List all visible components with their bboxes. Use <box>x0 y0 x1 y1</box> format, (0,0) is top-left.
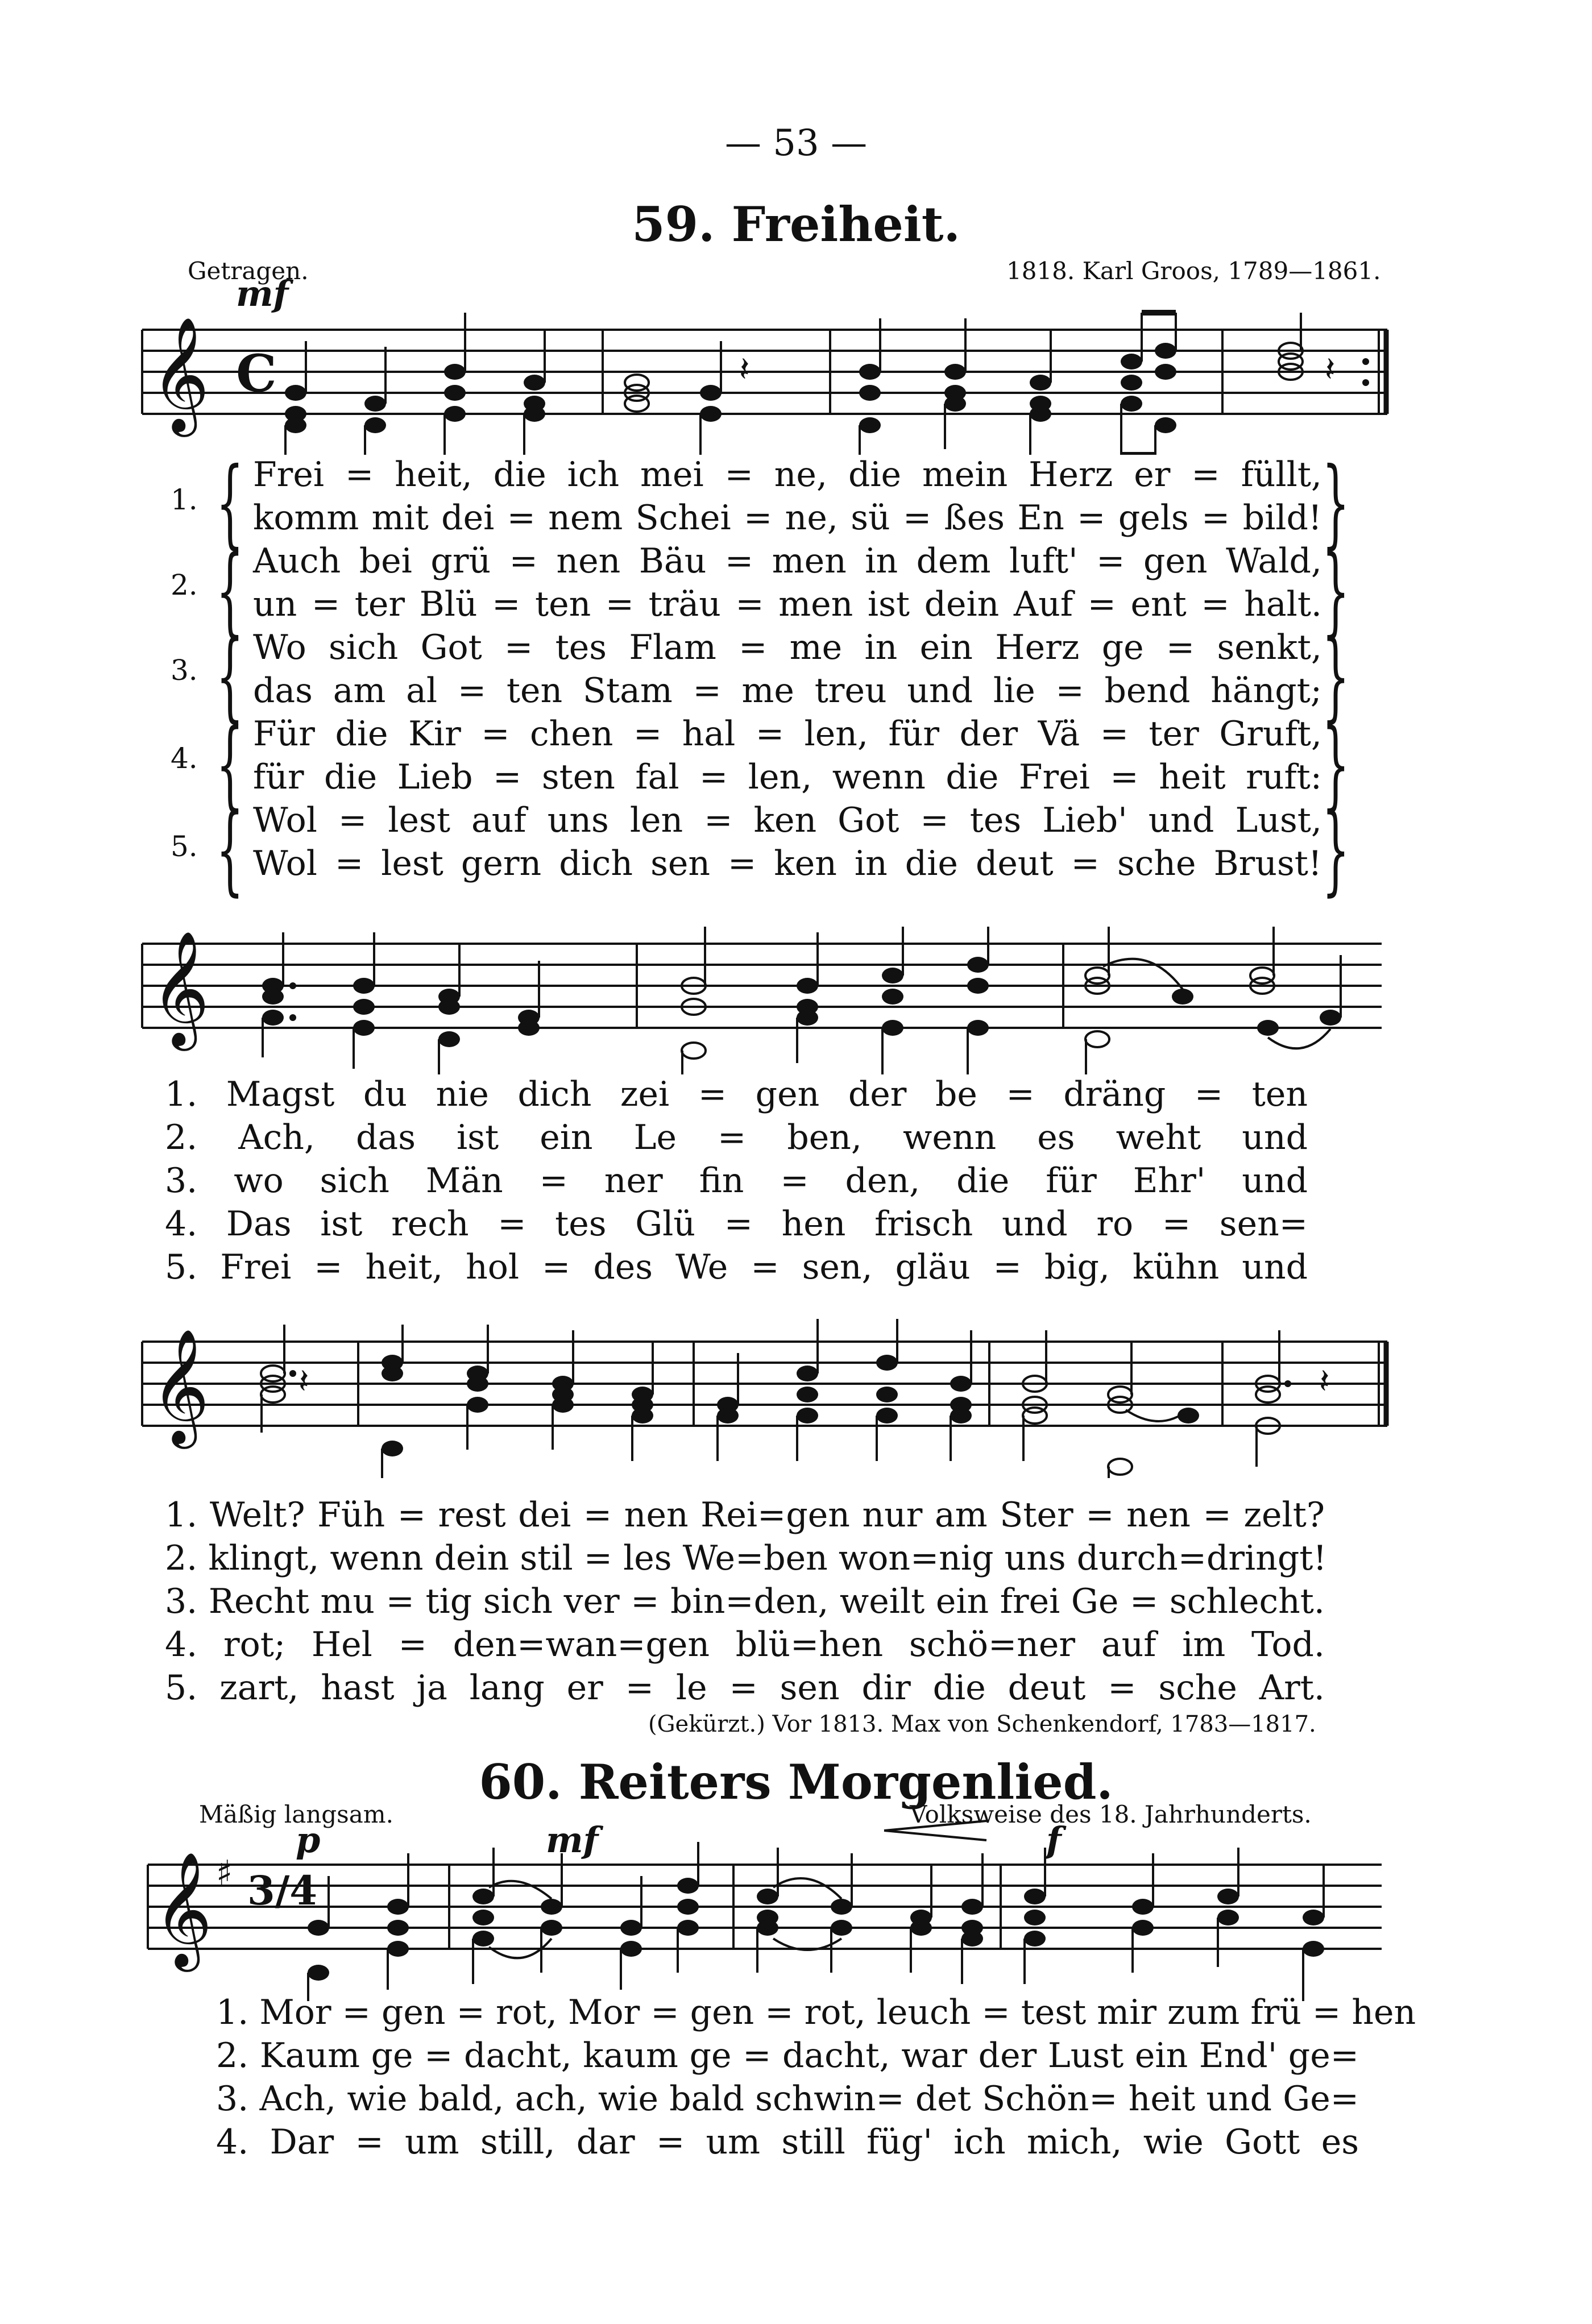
quarter-rest-icon: 𝄽 <box>739 350 750 389</box>
staff-59-3 <box>131 1319 1404 1478</box>
lyric-line: Wol = lest auf uns len = ken Got = tes Lieb' und Lust, <box>253 800 1322 840</box>
sharp-key-signature-icon: ♯ <box>216 1853 233 1893</box>
treble-clef-icon: 𝄞 <box>154 1852 213 1967</box>
quarter-rest-icon: 𝄽 <box>1325 350 1336 389</box>
song-59-tempo: Getragen. <box>188 257 309 285</box>
right-brace-3: } <box>1322 620 1350 733</box>
right-brace-5: } <box>1322 794 1350 906</box>
lyric-line: 4. rot; Hel = den=wan=gen blü=hen schö=ner auf im Tod. <box>165 1625 1325 1665</box>
lyric-line: das am al = ten Stam = me treu und lie = bend hängt; <box>253 671 1322 711</box>
lyric-line: 2. Ach, das ist ein Le = ben, wenn es weht und <box>165 1118 1308 1157</box>
dynamic-mf: mf <box>546 1819 599 1861</box>
lyric-line: 5. Frei = heit, hol = des We = sen, gläu = big, kühn und <box>165 1247 1308 1287</box>
verse-number-4: 4. <box>171 742 198 775</box>
song-59-title: 59. Freiheit. <box>632 196 960 252</box>
verse-number-5: 5. <box>171 830 198 863</box>
staff-59-1 <box>131 307 1404 455</box>
staff-59-2 <box>131 921 1404 1074</box>
left-brace-5: { <box>216 794 244 906</box>
lyric-line: 2. Kaum ge = dacht, kaum ge = dacht, war der Lust ein End' ge= <box>216 2036 1359 2076</box>
lyric-line: 3. Recht mu = tig sich ver = bin=den, weilt ein frei Ge = schlecht. <box>165 1582 1325 1621</box>
lyric-line: Wo sich Got = tes Flam = me in ein Herz ge = senkt, <box>253 628 1322 667</box>
lyric-line: komm mit dei = nem Schei = ne, sü = ßes En = gels = bild! <box>253 498 1322 538</box>
left-brace-4: { <box>216 708 244 821</box>
lyric-line: 3. wo sich Män = ner fin = den, die für Ehr' und <box>165 1161 1308 1201</box>
page-number: — 53 — <box>724 122 868 164</box>
left-brace-2: { <box>216 535 244 648</box>
time-signature: 3/4 <box>247 1867 317 1914</box>
lyric-line: 4. Das ist rech = tes Glü = hen frisch und ro = sen= <box>165 1204 1308 1244</box>
lyric-line: für die Lieb = sten fal = len, wenn die Frei = heit ruft: <box>253 757 1322 797</box>
right-brace-4: } <box>1322 708 1350 821</box>
dynamic-p: p <box>296 1819 321 1861</box>
quarter-rest-icon: 𝄽 <box>1319 1362 1330 1401</box>
verse-number-3: 3. <box>171 654 198 687</box>
staff-60-1 <box>131 1842 1404 2001</box>
song-59-attribution: 1818. Karl Groos, 1789—1861. <box>1006 257 1381 285</box>
left-brace-3: { <box>216 620 244 733</box>
right-brace-1: } <box>1322 447 1350 559</box>
lyric-line: 1. Welt? Füh = rest dei = nen Rei=gen nur am Ster = nen = zelt? <box>165 1495 1325 1535</box>
lyric-line: Auch bei grü = nen Bäu = men in dem luft' = gen Wald, <box>253 541 1322 581</box>
song-60-tempo: Mäßig langsam. <box>199 1800 393 1828</box>
dynamic-mf: mf <box>236 273 289 314</box>
treble-clef-icon: 𝄞 <box>151 931 210 1046</box>
treble-clef-icon: 𝄞 <box>151 1329 210 1444</box>
lyric-line: 5. zart, hast ja lang er = le = sen dir die deut = sche Art. <box>165 1668 1325 1708</box>
lyric-line: 2. klingt, wenn dein stil = les We=ben won=nig uns durch=dringt! <box>165 1538 1327 1578</box>
lyric-line: 3. Ach, wie bald, ach, wie bald schwin= det Schön= heit und Ge= <box>216 2079 1359 2119</box>
verse-number-2: 2. <box>171 568 198 601</box>
left-brace-1: { <box>216 447 244 559</box>
lyric-line: 1. Mor = gen = rot, Mor = gen = rot, leuch = test mir zum frü = hen <box>216 1993 1416 2032</box>
treble-clef-icon: 𝄞 <box>151 317 210 432</box>
right-brace-2: } <box>1322 535 1350 648</box>
song-60-title: 60. Reiters Morgenlied. <box>479 1754 1113 1810</box>
quarter-rest-icon: 𝄽 <box>298 1362 309 1401</box>
dynamic-f: f <box>1046 1819 1062 1861</box>
crescendo-hairpin-icon <box>881 1816 989 1845</box>
song-60-attribution: Volksweise des 18. Jahrhunderts. <box>910 1800 1312 1828</box>
lyric-line: Für die Kir = chen = hal = len, für der Vä = ter Gruft, <box>253 714 1322 754</box>
song-59-text-credit: (Gekürzt.) Vor 1813. Max von Schenkendorf, 1783—1817. <box>648 1711 1316 1737</box>
verse-number-1: 1. <box>171 483 198 516</box>
lyric-line: Frei = heit, die ich mei = ne, die mein Herz er = füllt, <box>253 455 1322 495</box>
common-time-sig: C <box>236 343 277 404</box>
lyric-line: 4. Dar = um still, dar = um still füg' ich mich, wie Gott es <box>216 2122 1359 2162</box>
lyric-line: un = ter Blü = ten = träu = men ist dein Auf = ent = halt. <box>253 584 1322 624</box>
lyric-line: Wol = lest gern dich sen = ken in die deut = sche Brust! <box>253 844 1322 883</box>
lyric-line: 1. Magst du nie dich zei = gen der be = dräng = ten <box>165 1074 1308 1114</box>
